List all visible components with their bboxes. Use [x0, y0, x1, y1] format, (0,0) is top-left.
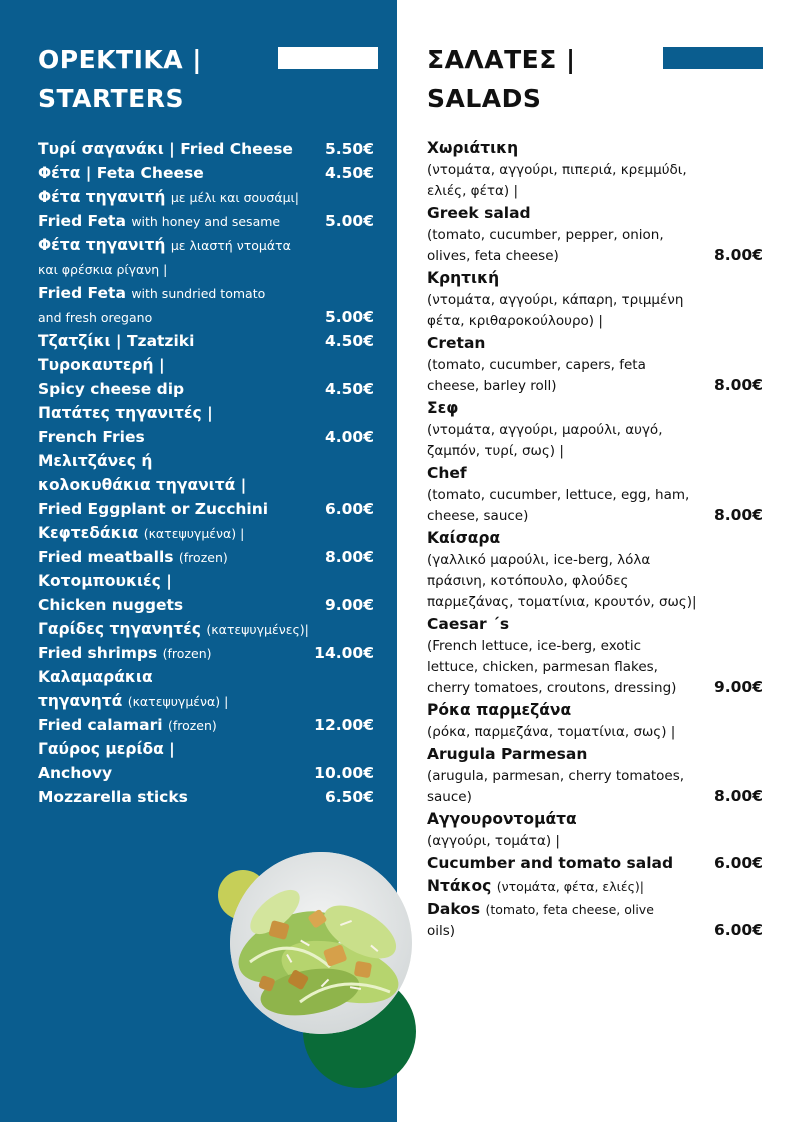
- item-name: Μελιτζάνες ή: [38, 452, 153, 470]
- menu-item: [38, 497, 378, 521]
- item-description: cheese, sauce) 8.00€: [427, 506, 767, 527]
- item-note: (frozen): [167, 718, 217, 733]
- menu-item: [38, 305, 378, 329]
- item-price: 4.50€: [324, 332, 374, 350]
- menu-item: [427, 267, 767, 332]
- menu-item-row: [427, 699, 767, 722]
- item-description: παρμεζάνας, τοματίνια, κρουτόν, σως)|: [427, 594, 697, 610]
- item-price: 9.00€: [713, 678, 763, 696]
- menu-item: [38, 545, 378, 569]
- item-name: Fried meatballs: [38, 548, 174, 566]
- menu-item: [427, 462, 767, 527]
- menu-item: [38, 593, 378, 617]
- item-name: Chicken nuggets: [38, 596, 184, 614]
- menu-item-row: [427, 743, 767, 766]
- item-description: (αγγούρι, τομάτα) |: [427, 833, 560, 849]
- item-name: τηγανητά: [38, 692, 123, 710]
- item-note: (tomato, feta cheese, olive: [485, 902, 654, 917]
- item-name: Χωριάτικη: [427, 139, 519, 157]
- menu-item-row: [38, 137, 378, 161]
- menu-item-row: [38, 521, 378, 545]
- menu-item: [427, 699, 767, 743]
- menu-item-row: [427, 808, 767, 831]
- item-note: (κατεψυγμένα) |: [143, 526, 245, 541]
- item-description: cherry tomatoes, croutons, dressing) 9.00€: [427, 678, 767, 699]
- menu-item-row: [427, 202, 767, 225]
- item-price: 4.00€: [324, 428, 374, 446]
- item-price: 12.00€: [314, 716, 374, 734]
- menu-item-row: [38, 761, 378, 785]
- item-price: 4.50€: [324, 380, 374, 398]
- menu-item-row: [38, 161, 378, 185]
- item-name: Γαρίδες τηγανητές: [38, 620, 201, 638]
- menu-item: [38, 161, 378, 185]
- menu-item-row: [427, 397, 767, 420]
- menu-item: [38, 281, 378, 305]
- item-name: Cretan: [427, 334, 486, 352]
- item-note: with sundried tomato: [131, 286, 266, 301]
- menu-item-row: [38, 593, 378, 617]
- item-description: ζαμπόν, τυρί, σως) |: [427, 443, 564, 459]
- salads-title-bar: [663, 47, 763, 69]
- item-note: and fresh oregano: [38, 310, 153, 325]
- menu-item: [38, 449, 378, 473]
- item-description: (ρόκα, παρμεζάνα, τοματίνια, σως) |: [427, 724, 676, 740]
- item-note: with honey and sesame: [131, 214, 281, 229]
- item-price: 5.00€: [324, 308, 374, 326]
- menu-item: [38, 737, 378, 761]
- menu-item: [427, 202, 767, 267]
- item-note: με μέλι και σουσάμι|: [170, 190, 299, 205]
- menu-item: [38, 401, 378, 425]
- menu-item-row: [38, 257, 378, 281]
- menu-item: [38, 521, 378, 545]
- salads-title: ΣΑΛΑΤΕΣ | SALADS: [427, 45, 576, 113]
- menu-item: [38, 569, 378, 593]
- item-description: olives, feta cheese) 8.00€: [427, 246, 767, 267]
- item-description: (French lettuce, ice-berg, exotic: [427, 638, 642, 654]
- menu-item-row: [427, 852, 767, 875]
- item-name: Arugula Parmesan: [427, 745, 588, 763]
- menu-item-row: [38, 545, 378, 569]
- menu-item-row: [38, 689, 378, 713]
- item-price: 14.00€: [314, 644, 374, 662]
- item-name: Καίσαρα: [427, 529, 501, 547]
- menu-item-row: [38, 209, 378, 233]
- item-name: Mozzarella sticks: [38, 788, 188, 806]
- item-description: (ντομάτα, αγγούρι, κάπαρη, τριμμένη: [427, 292, 684, 308]
- item-price: 8.00€: [324, 548, 374, 566]
- menu-item-row: [38, 497, 378, 521]
- item-name: Σεφ: [427, 399, 459, 417]
- menu-item: [38, 689, 378, 713]
- item-price: 8.00€: [713, 787, 763, 805]
- item-description: (tomato, cucumber, lettuce, egg, ham,: [427, 487, 690, 503]
- salads-panel: [397, 0, 793, 1122]
- menu-item-row: [38, 305, 378, 329]
- item-name: Fried calamari: [38, 716, 163, 734]
- menu-item: [427, 527, 767, 613]
- item-description: πράσινη, κοτόπουλο, φλούδες: [427, 573, 629, 589]
- menu-item: [427, 743, 767, 808]
- item-name: Τυροκαυτερή |: [38, 356, 165, 374]
- menu-item: [427, 613, 767, 699]
- menu-item: [38, 377, 378, 401]
- menu-item-row: [38, 185, 378, 209]
- item-description: (ντομάτα, αγγούρι, μαρούλι, αυγό,: [427, 422, 663, 438]
- item-description: (tomato, cucumber, capers, feta: [427, 357, 646, 373]
- starters-title-bar: [278, 47, 378, 69]
- item-name: Cucumber and tomato salad: [427, 854, 674, 872]
- menu-item-row: [427, 267, 767, 290]
- item-name: Φέτα | Feta Cheese: [38, 164, 204, 182]
- item-description: ελιές, φέτα) |: [427, 183, 518, 199]
- menu-item-row: [38, 713, 378, 737]
- item-note: (κατεψυγμένα) |: [127, 694, 229, 709]
- menu-item-row: [427, 332, 767, 355]
- item-name: Fried Eggplant or Zucchini: [38, 500, 269, 518]
- item-name: Κεφτεδάκια: [38, 524, 139, 542]
- menu-item: [38, 425, 378, 449]
- menu-item: [427, 898, 767, 942]
- menu-item: [38, 473, 378, 497]
- item-name: Greek salad: [427, 204, 531, 222]
- item-description: oils) 6.00€: [427, 921, 767, 942]
- menu-item-row: [38, 473, 378, 497]
- menu-item: [38, 209, 378, 233]
- item-name: Τζατζίκι | Tzatziki: [38, 332, 195, 350]
- menu-item: [38, 641, 378, 665]
- item-price: 4.50€: [324, 164, 374, 182]
- menu-item-row: [38, 737, 378, 761]
- menu-item: [38, 329, 378, 353]
- item-name: Φέτα τηγανιτή: [38, 188, 166, 206]
- item-name: Caesar ´s: [427, 615, 510, 633]
- menu-item-row: [38, 617, 378, 641]
- menu-item: [38, 185, 378, 209]
- item-name: Fried shrimps: [38, 644, 158, 662]
- item-price: 8.00€: [713, 506, 763, 524]
- item-price: 6.00€: [713, 921, 763, 939]
- item-name: Dakos: [427, 900, 481, 918]
- item-price: 5.00€: [324, 212, 374, 230]
- starters-title: ΟΡΕΚΤΙΚΑ | STARTERS: [38, 45, 202, 113]
- menu-item: [427, 808, 767, 852]
- menu-item-row: [427, 875, 767, 898]
- salad-photo: [230, 852, 412, 1034]
- menu-item: [38, 665, 378, 689]
- menu-item: [38, 353, 378, 377]
- item-name: Κοτομπουκιές |: [38, 572, 172, 590]
- item-name: Φέτα τηγανιτή: [38, 236, 166, 254]
- item-price: 6.50€: [324, 788, 374, 806]
- item-note: (frozen): [178, 550, 228, 565]
- menu-item: [38, 785, 378, 809]
- item-name: Ρόκα παρμεζάνα: [427, 701, 572, 719]
- item-description: sauce) 8.00€: [427, 787, 767, 808]
- menu-item-row: [427, 462, 767, 485]
- item-description: (tomato, cucumber, pepper, onion,: [427, 227, 664, 243]
- menu-item-row: [38, 233, 378, 257]
- item-name: Fried Feta: [38, 284, 126, 302]
- item-name: Γαύρος μερίδα |: [38, 740, 175, 758]
- menu-item: [427, 852, 767, 875]
- menu-item: [427, 397, 767, 462]
- item-price: 8.00€: [713, 376, 763, 394]
- item-description: lettuce, chicken, parmesan flakes,: [427, 659, 658, 675]
- item-note: (κατεψυγμένες)|: [206, 622, 309, 637]
- menu-item-row: [38, 569, 378, 593]
- menu-item-row: [427, 613, 767, 636]
- item-name: Fried Feta: [38, 212, 126, 230]
- item-name: Spicy cheese dip: [38, 380, 185, 398]
- menu-item: [427, 137, 767, 202]
- menu-item-row: [38, 281, 378, 305]
- item-price: 8.00€: [713, 246, 763, 264]
- item-name: Καλαμαράκια: [38, 668, 153, 686]
- item-name: Chef: [427, 464, 467, 482]
- item-description: (ντομάτα, αγγούρι, πιπεριά, κρεμμύδι,: [427, 162, 687, 178]
- salad-photo-illustration: [230, 852, 412, 1034]
- menu-item-row: [38, 665, 378, 689]
- item-note: και φρέσκια ρίγανη |: [38, 262, 168, 277]
- item-name: French Fries: [38, 428, 145, 446]
- item-price: 6.00€: [713, 854, 763, 872]
- item-description: (γαλλικό μαρούλι, ice-berg, λόλα: [427, 552, 651, 568]
- menu-item: [38, 617, 378, 641]
- item-note: (frozen): [162, 646, 212, 661]
- menu-item-row: [38, 449, 378, 473]
- item-description: φέτα, κριθαροκούλουρο) |: [427, 313, 603, 329]
- menu-item-row: [38, 641, 378, 665]
- item-price: 10.00€: [314, 764, 374, 782]
- item-description: (arugula, parmesan, cherry tomatoes,: [427, 768, 685, 784]
- item-name: Τυρί σαγανάκι | Fried Cheese: [38, 140, 293, 158]
- item-name: Αγγουροντομάτα: [427, 810, 577, 828]
- item-name: Ντάκος: [427, 877, 492, 895]
- menu-item-row: [38, 401, 378, 425]
- item-name: Κρητική: [427, 269, 500, 287]
- item-note: (ντομάτα, φέτα, ελιές)|: [496, 879, 644, 894]
- menu-item: [427, 332, 767, 397]
- menu-item: [427, 875, 767, 898]
- item-price: 6.00€: [324, 500, 374, 518]
- item-name: Anchovy: [38, 764, 113, 782]
- menu-item: [38, 257, 378, 281]
- item-price: 9.00€: [324, 596, 374, 614]
- menu-item: [38, 713, 378, 737]
- item-name: κολοκυθάκια τηγανιτά |: [38, 476, 247, 494]
- menu-item-row: [38, 329, 378, 353]
- item-name: Πατάτες τηγανιτές |: [38, 404, 213, 422]
- menu-item-row: [427, 137, 767, 160]
- menu-item-row: [38, 353, 378, 377]
- item-note: με λιαστή ντομάτα: [170, 238, 291, 253]
- menu-item-row: [38, 425, 378, 449]
- menu-item-row: [427, 527, 767, 550]
- menu-item: [38, 233, 378, 257]
- item-price: 5.50€: [324, 140, 374, 158]
- menu-item: [38, 761, 378, 785]
- menu-item: [38, 137, 378, 161]
- menu-item-row: [38, 377, 378, 401]
- item-description: cheese, barley roll) 8.00€: [427, 376, 767, 397]
- menu-item-row: [38, 785, 378, 809]
